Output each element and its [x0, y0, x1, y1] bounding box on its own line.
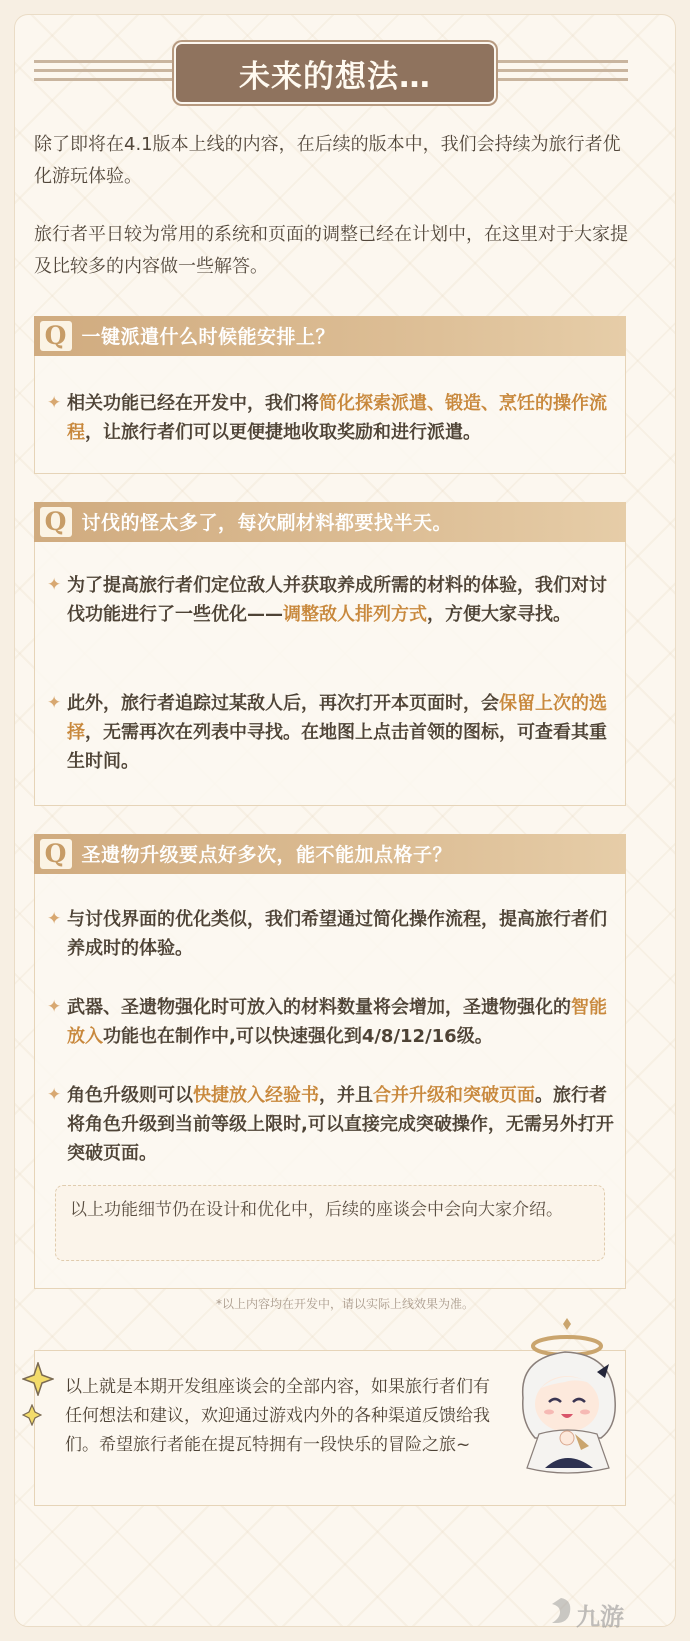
answer-text: 相关功能已经在开发中，我们将简化探索派遣、锻造、烹饪的操作流程，让旅行者们可以更便捷地收取奖励和进行派遣。	[67, 393, 607, 443]
question-header	[34, 316, 626, 356]
highlight-text: 保留上次的选择	[67, 693, 607, 743]
title-decor-right	[494, 60, 628, 82]
sparkle-icon	[22, 1404, 42, 1426]
highlight-text: 智能放入	[67, 997, 607, 1047]
highlight-text: 调整敌人排列方式	[283, 604, 427, 625]
star-bullet-icon: ✦	[47, 909, 62, 929]
watermark-logo-icon	[548, 1596, 574, 1626]
star-bullet-icon: ✦	[47, 693, 62, 713]
closing-text: 以上就是本期开发组座谈会的全部内容，如果旅行者们有任何想法和建议，欢迎通过游戏内外的各种渠道反馈给我们。希望旅行者能在提瓦特拥有一段快乐的冒险之旅~	[65, 1377, 490, 1455]
watermark-text: 九游	[576, 1603, 624, 1631]
answer-item	[47, 905, 615, 963]
q-badge-icon: Q	[40, 507, 72, 537]
title-decor-left	[34, 60, 179, 82]
sparkle-icon	[22, 1362, 54, 1396]
star-bullet-icon: ✦	[47, 997, 62, 1017]
qa-card	[34, 316, 626, 474]
highlight-text: 合并升级和突破页面	[373, 1085, 535, 1106]
highlight-text: 简化探索派遣、锻造、烹饪的操作流程	[67, 393, 607, 443]
page-title: 未来的想法…	[239, 58, 431, 95]
answer-item	[47, 993, 615, 1051]
intro-paragraph: 旅行者平日较为常用的系统和页面的调整已经在计划中，在这里对于大家提及比较多的内容做一些解答。	[34, 224, 628, 277]
star-bullet-icon: ✦	[47, 393, 62, 413]
q-badge-icon: Q	[40, 321, 72, 351]
answer-text: 角色升级则可以快捷放入经验书，并且合并升级和突破页面。旅行者将角色升级到当前等级上限时,可以直接完成突破操作，无需另外打开突破页面。	[67, 1085, 614, 1164]
answer-text: 此外，旅行者追踪过某敌人后，再次打开本页面时，会保留上次的选择，无需再次在列表中寻找。在地图上点击首领的图标，可查看其重生时间。	[67, 693, 607, 772]
highlight-text: 快捷放入经验书	[193, 1085, 319, 1106]
title-banner	[176, 44, 494, 102]
question-header	[34, 502, 626, 542]
question-text: 圣遗物升级要点好多次，能不能加点格子？	[81, 844, 453, 866]
disclaimer-footnote: *以上内容均在开发中，请以实际上线效果为准。	[215, 1297, 474, 1311]
answer-text: 为了提高旅行者们定位敌人并获取养成所需的材料的体验，我们对讨伐功能进行了一些优化——调整敌人排列方式，方便大家寻找。	[67, 575, 607, 625]
qa-card	[34, 834, 626, 1289]
star-bullet-icon: ✦	[47, 1085, 62, 1105]
qa-card	[34, 502, 626, 806]
mascot-illustration	[505, 1318, 633, 1478]
answer-item	[47, 389, 615, 447]
answer-item	[47, 689, 615, 776]
question-text: 讨伐的怪太多了，每次刷材料都要找半天。	[81, 512, 453, 534]
intro-paragraph: 除了即将在4.1版本上线的内容，在后续的版本中，我们会持续为旅行者优化游玩体验。	[34, 134, 621, 187]
answer-item	[47, 571, 615, 629]
q-badge-icon: Q	[40, 839, 72, 869]
answer-text: 武器、圣遗物强化时可放入的材料数量将会增加，圣遗物强化的智能放入功能也在制作中,可以快速强化到4/8/12/16级。	[67, 997, 607, 1047]
star-bullet-icon: ✦	[47, 575, 62, 595]
answer-item	[47, 1081, 615, 1168]
question-header	[34, 834, 626, 874]
note-box: 以上功能细节仍在设计和优化中，后续的座谈会中会向大家介绍。	[55, 1185, 605, 1261]
answer-text: 与讨伐界面的优化类似，我们希望通过简化操作流程，提高旅行者们养成时的体验。	[67, 909, 607, 959]
question-text: 一键派遣什么时候能安排上？	[81, 326, 336, 348]
